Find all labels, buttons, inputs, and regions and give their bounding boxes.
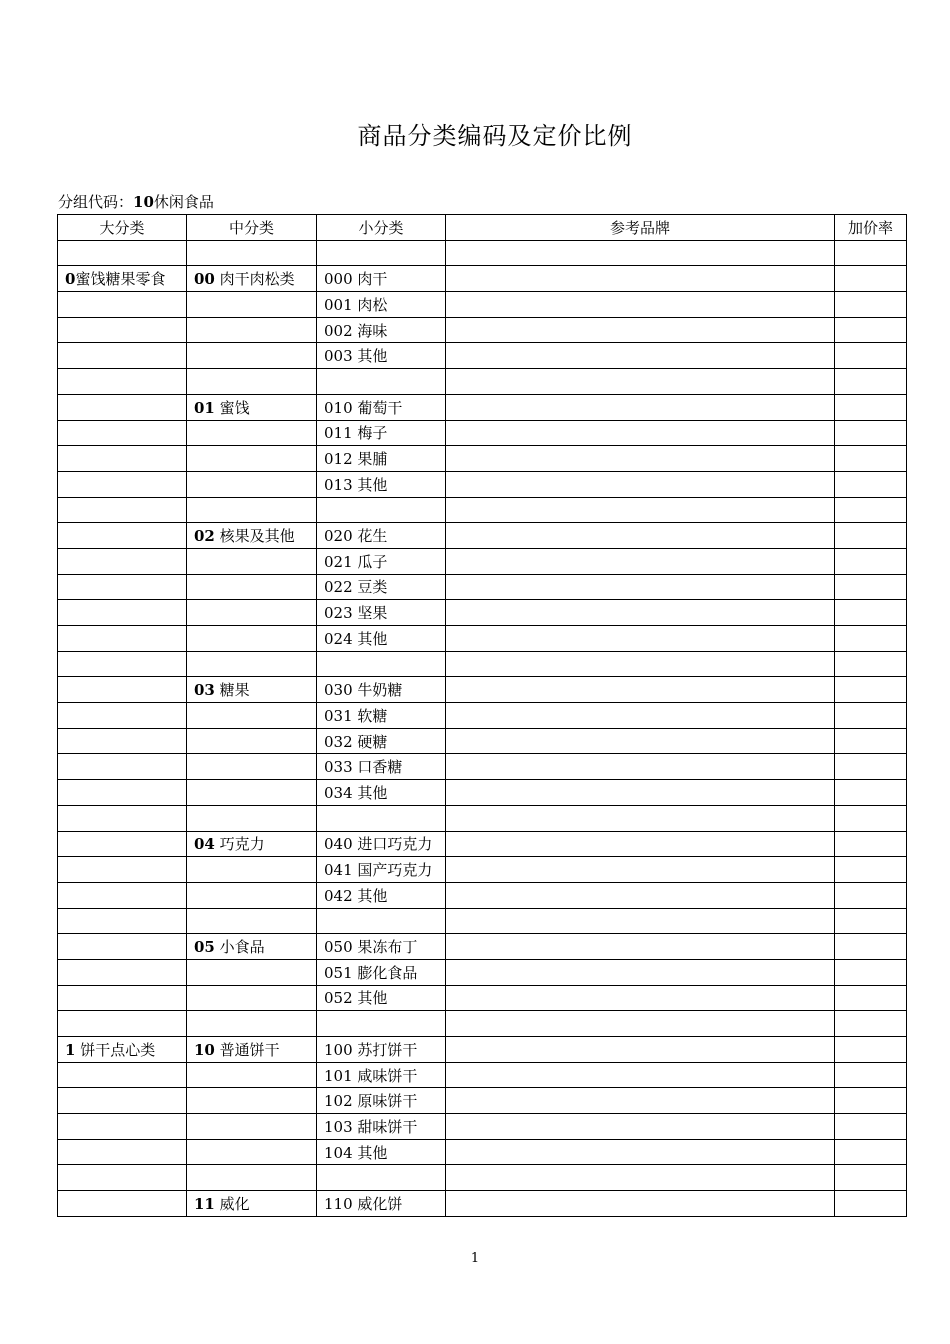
table-row: [58, 754, 907, 780]
markup-rate-cell: [835, 1037, 907, 1063]
table-row: [58, 446, 907, 472]
minor-category-cell: [317, 240, 446, 266]
mid-category-cell: [187, 780, 317, 806]
major-category-cell: [58, 240, 187, 266]
mid-category-cell: [187, 626, 317, 652]
major-category-cell: [58, 677, 187, 703]
mid-category-cell: [187, 1165, 317, 1191]
mid-category-cell: [187, 1011, 317, 1037]
reference-brand-cell: [446, 985, 835, 1011]
reference-brand-cell: [446, 754, 835, 780]
table-row: [58, 805, 907, 831]
minor-category-cell: 033 口香糖: [317, 754, 446, 780]
mid-category-name: 巧克力: [214, 835, 265, 854]
markup-rate-cell: [835, 497, 907, 523]
mid-category-cell: [187, 908, 317, 934]
header-mid-category: 中分类: [187, 215, 317, 241]
major-category-cell: [58, 1139, 187, 1165]
markup-rate-cell: [835, 1088, 907, 1114]
minor-category-cell: [317, 1165, 446, 1191]
minor-category-cell: 040 进口巧克力: [317, 831, 446, 857]
markup-rate-cell: [835, 292, 907, 318]
major-category-cell: [58, 985, 187, 1011]
table-row: [58, 317, 907, 343]
header-markup-rate: 加价率: [835, 215, 907, 241]
table-row: [58, 651, 907, 677]
major-category-cell: [58, 497, 187, 523]
mid-category-cell: [187, 882, 317, 908]
mid-category-cell: [187, 1062, 317, 1088]
markup-rate-cell: [835, 548, 907, 574]
major-category-cell: [58, 882, 187, 908]
mid-category-name: 糖果: [214, 681, 250, 700]
mid-category-cell: [187, 703, 317, 729]
mid-category-cell: [187, 420, 317, 446]
reference-brand-cell: [446, 1191, 835, 1217]
mid-category-cell: [187, 343, 317, 369]
mid-category-cell: [187, 394, 317, 420]
mid-category-cell: [187, 651, 317, 677]
reference-brand-cell: [446, 626, 835, 652]
table-row: [58, 420, 907, 446]
reference-brand-cell: [446, 959, 835, 985]
major-category-cell: [58, 934, 187, 960]
markup-rate-cell: [835, 728, 907, 754]
reference-brand-cell: [446, 574, 835, 600]
reference-brand-cell: [446, 934, 835, 960]
major-category-cell: [58, 1114, 187, 1140]
document-title: 商品分类编码及定价比例: [357, 122, 633, 150]
markup-rate-cell: [835, 240, 907, 266]
markup-rate-cell: [835, 369, 907, 395]
major-category-cell: [58, 908, 187, 934]
mid-category-name: 核果及其他: [214, 527, 295, 546]
mid-category-cell: [187, 523, 317, 549]
table-row: [58, 1011, 907, 1037]
markup-rate-cell: [835, 857, 907, 883]
markup-rate-cell: [835, 805, 907, 831]
reference-brand-cell: [446, 1139, 835, 1165]
minor-category-cell: 003 其他: [317, 343, 446, 369]
table-row: [58, 369, 907, 395]
reference-brand-cell: [446, 1165, 835, 1191]
major-category-cell: [58, 523, 187, 549]
table-row: [58, 394, 907, 420]
mid-category-cell: [187, 292, 317, 318]
mid-category-cell: [187, 266, 317, 292]
major-category-cell: [58, 548, 187, 574]
mid-category-cell: [187, 446, 317, 472]
markup-rate-cell: [835, 985, 907, 1011]
reference-brand-cell: [446, 343, 835, 369]
minor-category-cell: 050 果冻布丁: [317, 934, 446, 960]
major-category-cell: [58, 805, 187, 831]
major-category-cell: [58, 574, 187, 600]
minor-category-cell: 020 花生: [317, 523, 446, 549]
minor-category-cell: 002 海味: [317, 317, 446, 343]
markup-rate-cell: [835, 446, 907, 472]
mid-category-name: 小食品: [214, 938, 265, 957]
mid-category-cell: [187, 959, 317, 985]
minor-category-cell: 031 软糖: [317, 703, 446, 729]
minor-category-cell: 051 膨化食品: [317, 959, 446, 985]
major-category-cell: [58, 1088, 187, 1114]
reference-brand-cell: [446, 446, 835, 472]
table-row: [58, 523, 907, 549]
reference-brand-cell: [446, 703, 835, 729]
mid-category-cell: [187, 548, 317, 574]
reference-brand-cell: [446, 831, 835, 857]
minor-category-cell: [317, 651, 446, 677]
table-row: [58, 728, 907, 754]
markup-rate-cell: [835, 420, 907, 446]
group-code-line: [58, 191, 214, 212]
major-category-cell: [58, 317, 187, 343]
markup-rate-cell: [835, 1165, 907, 1191]
minor-category-cell: 104 其他: [317, 1139, 446, 1165]
markup-rate-cell: [835, 266, 907, 292]
minor-category-cell: 001 肉松: [317, 292, 446, 318]
table-row: [58, 343, 907, 369]
minor-category-cell: 012 果脯: [317, 446, 446, 472]
markup-rate-cell: [835, 523, 907, 549]
markup-rate-cell: [835, 600, 907, 626]
mid-category-cell: [187, 1139, 317, 1165]
major-category-cell: [58, 626, 187, 652]
markup-rate-cell: [835, 1191, 907, 1217]
markup-rate-cell: [835, 882, 907, 908]
reference-brand-cell: [446, 805, 835, 831]
markup-rate-cell: [835, 1139, 907, 1165]
page-number: 1: [470, 1251, 480, 1266]
minor-category-cell: [317, 497, 446, 523]
mid-category-cell: [187, 677, 317, 703]
table-header-row: [58, 215, 907, 241]
table-row: [58, 626, 907, 652]
category-table: [57, 214, 907, 1217]
mid-category-cell: [187, 317, 317, 343]
markup-rate-cell: [835, 959, 907, 985]
table-row: [58, 780, 907, 806]
markup-rate-cell: [835, 677, 907, 703]
minor-category-cell: 013 其他: [317, 471, 446, 497]
table-row: [58, 292, 907, 318]
table-row: [58, 600, 907, 626]
major-category-cell: [58, 446, 187, 472]
markup-rate-cell: [835, 394, 907, 420]
table-row: [58, 1139, 907, 1165]
major-category-cell: [58, 831, 187, 857]
reference-brand-cell: [446, 369, 835, 395]
major-category-cell: [58, 471, 187, 497]
minor-category-cell: 052 其他: [317, 985, 446, 1011]
major-category-cell: [58, 857, 187, 883]
mid-category-code: 00: [194, 270, 215, 289]
header-reference-brand: 参考品牌: [446, 215, 835, 241]
mid-category-code: 03: [194, 681, 215, 700]
mid-category-cell: [187, 805, 317, 831]
mid-category-code: 02: [194, 527, 215, 546]
reference-brand-cell: [446, 780, 835, 806]
mid-category-cell: [187, 1114, 317, 1140]
minor-category-cell: 032 硬糖: [317, 728, 446, 754]
group-code: 10: [133, 193, 154, 211]
reference-brand-cell: [446, 1088, 835, 1114]
mid-category-cell: [187, 1088, 317, 1114]
mid-category-cell: [187, 831, 317, 857]
major-category-cell: [58, 292, 187, 318]
mid-category-name: 蜜饯: [214, 398, 250, 417]
table-row: [58, 1062, 907, 1088]
minor-category-cell: 022 豆类: [317, 574, 446, 600]
major-category-cell: [58, 266, 187, 292]
table-row: [58, 882, 907, 908]
group-code-label: 分组代码：: [58, 193, 134, 211]
table-row: [58, 703, 907, 729]
mid-category-code: 11: [194, 1194, 215, 1213]
reference-brand-cell: [446, 240, 835, 266]
mid-category-cell: [187, 1191, 317, 1217]
mid-category-cell: [187, 857, 317, 883]
major-category-name: 饼干点心类: [75, 1040, 156, 1059]
markup-rate-cell: [835, 1114, 907, 1140]
mid-category-name: 肉干肉松类: [214, 270, 295, 289]
minor-category-cell: 102 原味饼干: [317, 1088, 446, 1114]
mid-category-cell: [187, 600, 317, 626]
reference-brand-cell: [446, 882, 835, 908]
table-row: [58, 266, 907, 292]
minor-category-cell: [317, 805, 446, 831]
table-row: [58, 1165, 907, 1191]
reference-brand-cell: [446, 497, 835, 523]
reference-brand-cell: [446, 728, 835, 754]
major-category-cell: [58, 1165, 187, 1191]
mid-category-code: 04: [194, 835, 215, 854]
minor-category-cell: [317, 1011, 446, 1037]
minor-category-cell: [317, 369, 446, 395]
major-category-cell: [58, 703, 187, 729]
minor-category-cell: 011 梅子: [317, 420, 446, 446]
table-row: [58, 240, 907, 266]
reference-brand-cell: [446, 857, 835, 883]
reference-brand-cell: [446, 471, 835, 497]
major-category-code: 0: [65, 270, 76, 289]
major-category-cell: [58, 1037, 187, 1063]
major-category-cell: [58, 754, 187, 780]
reference-brand-cell: [446, 548, 835, 574]
table-row: [58, 1037, 907, 1063]
minor-category-cell: 024 其他: [317, 626, 446, 652]
mid-category-cell: [187, 574, 317, 600]
major-category-cell: [58, 780, 187, 806]
mid-category-cell: [187, 934, 317, 960]
mid-category-cell: [187, 471, 317, 497]
markup-rate-cell: [835, 703, 907, 729]
table-row: [58, 1088, 907, 1114]
major-category-cell: [58, 420, 187, 446]
major-category-cell: [58, 369, 187, 395]
table-row: [58, 497, 907, 523]
mid-category-name: 威化: [214, 1194, 250, 1213]
mid-category-cell: [187, 728, 317, 754]
table-body: [58, 240, 907, 1216]
reference-brand-cell: [446, 1037, 835, 1063]
mid-category-cell: [187, 497, 317, 523]
markup-rate-cell: [835, 754, 907, 780]
markup-rate-cell: [835, 574, 907, 600]
table-row: [58, 471, 907, 497]
mid-category-code: 01: [194, 398, 215, 417]
group-name: 休闲食品: [153, 193, 214, 211]
markup-rate-cell: [835, 908, 907, 934]
mid-category-name: 普通饼干: [214, 1040, 280, 1059]
minor-category-cell: 000 肉干: [317, 266, 446, 292]
minor-category-cell: 010 葡萄干: [317, 394, 446, 420]
table-row: [58, 857, 907, 883]
minor-category-cell: 110 威化饼: [317, 1191, 446, 1217]
table-row: [58, 677, 907, 703]
table-row: [58, 934, 907, 960]
reference-brand-cell: [446, 420, 835, 446]
header-minor-category: 小分类: [317, 215, 446, 241]
table-row: [58, 1114, 907, 1140]
reference-brand-cell: [446, 677, 835, 703]
minor-category-cell: 103 甜味饼干: [317, 1114, 446, 1140]
markup-rate-cell: [835, 934, 907, 960]
minor-category-cell: 034 其他: [317, 780, 446, 806]
reference-brand-cell: [446, 1114, 835, 1140]
markup-rate-cell: [835, 831, 907, 857]
markup-rate-cell: [835, 1062, 907, 1088]
markup-rate-cell: [835, 626, 907, 652]
major-category-cell: [58, 651, 187, 677]
major-category-cell: [58, 343, 187, 369]
major-category-cell: [58, 728, 187, 754]
minor-category-cell: 101 咸味饼干: [317, 1062, 446, 1088]
reference-brand-cell: [446, 394, 835, 420]
mid-category-cell: [187, 240, 317, 266]
minor-category-cell: 041 国产巧克力: [317, 857, 446, 883]
table-row: [58, 959, 907, 985]
minor-category-cell: 042 其他: [317, 882, 446, 908]
mid-category-cell: [187, 1037, 317, 1063]
reference-brand-cell: [446, 317, 835, 343]
mid-category-cell: [187, 754, 317, 780]
reference-brand-cell: [446, 651, 835, 677]
table-row: [58, 831, 907, 857]
major-category-cell: [58, 959, 187, 985]
minor-category-cell: 030 牛奶糖: [317, 677, 446, 703]
minor-category-cell: 021 瓜子: [317, 548, 446, 574]
major-category-cell: [58, 600, 187, 626]
mid-category-cell: [187, 369, 317, 395]
minor-category-cell: 100 苏打饼干: [317, 1037, 446, 1063]
minor-category-cell: [317, 908, 446, 934]
minor-category-cell: 023 坚果: [317, 600, 446, 626]
reference-brand-cell: [446, 1011, 835, 1037]
reference-brand-cell: [446, 908, 835, 934]
markup-rate-cell: [835, 471, 907, 497]
major-category-name: 蜜饯糖果零食: [75, 270, 166, 289]
header-major-category: 大分类: [58, 215, 187, 241]
reference-brand-cell: [446, 292, 835, 318]
markup-rate-cell: [835, 651, 907, 677]
major-category-code: 1: [65, 1040, 76, 1059]
table-row: [58, 1191, 907, 1217]
reference-brand-cell: [446, 523, 835, 549]
major-category-cell: [58, 1062, 187, 1088]
table-row: [58, 908, 907, 934]
markup-rate-cell: [835, 1011, 907, 1037]
reference-brand-cell: [446, 600, 835, 626]
mid-category-code: 10: [194, 1040, 215, 1059]
table-row: [58, 985, 907, 1011]
major-category-cell: [58, 1011, 187, 1037]
markup-rate-cell: [835, 343, 907, 369]
major-category-cell: [58, 1191, 187, 1217]
reference-brand-cell: [446, 266, 835, 292]
markup-rate-cell: [835, 317, 907, 343]
mid-category-cell: [187, 985, 317, 1011]
markup-rate-cell: [835, 780, 907, 806]
mid-category-code: 05: [194, 938, 215, 957]
table-row: [58, 548, 907, 574]
table-row: [58, 574, 907, 600]
major-category-cell: [58, 394, 187, 420]
reference-brand-cell: [446, 1062, 835, 1088]
